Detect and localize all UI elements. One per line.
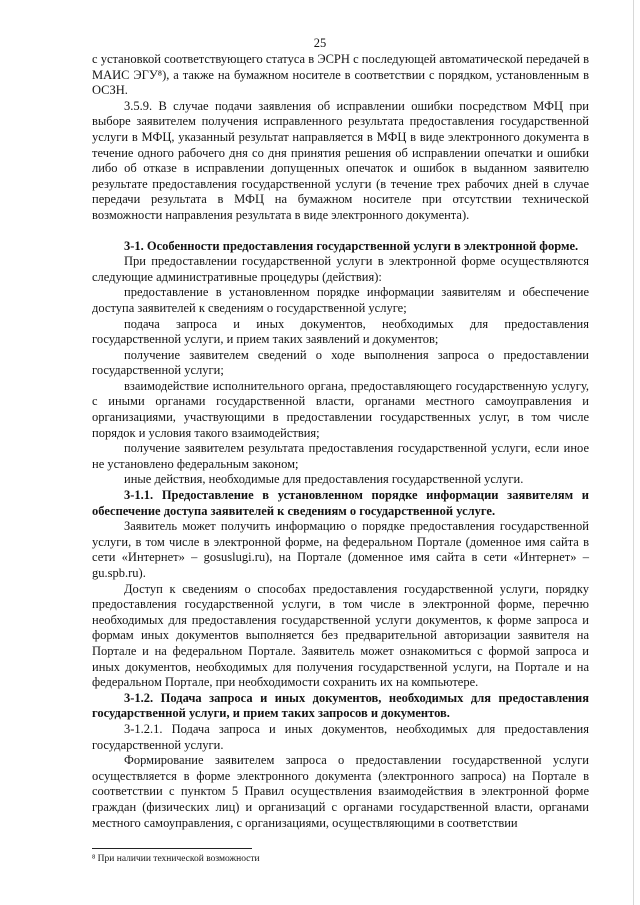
paragraph-request-forming: Формирование заявителем запроса о предоставлении государственной услуги осуществляется в форме электронного документа (электронного запроса) на Портале в соответствии с пунктом 5 Правил осуществления взаимодействия в электронной форме граждан (физических лиц) и организаций с органами государственной власти, органами местного самоуправления, с организациями, осуществляющими в соответствии <box>92 753 589 830</box>
paragraph-continuation: с установкой соответствующего статуса в ЭСРН с последующей автоматической передачей в МАИС ЭГУ⁸), а также на бумажном носителе в соответствии с порядком, установленным в ОСЗН. <box>92 52 589 98</box>
list-item-other: иные действия, необходимые для предоставления государственной услуги. <box>124 472 524 487</box>
section-heading-3-1-1: 3-1.1. Предоставление в установленном порядке информации заявителям и обеспечение доступа заявителей к сведениям о государственной услуге. <box>92 488 589 518</box>
list-item-interaction: взаимодействие исполнительного органа, предоставляющего государственную услугу, с иными органами государственной власти, органами местного самоуправления и организациями, участвующими в предоставлении государственных услуг, в том числе порядок и условия такого взаимодействия; <box>92 378 589 440</box>
paragraph-information-portal: Заявитель может получить информацию о порядке предоставления государственной услуги, в том числе в электронной форме, на федеральном Портале (доменное имя сайта в сети «Интернет» – gosuslugi.ru), на Портале (доменное имя сайта в сети «Интернет» – gu.spb.ru). <box>92 519 589 580</box>
list-item-status: получение заявителем сведений о ходе выполнения запроса о предоставлении государственной услуги; <box>92 347 589 378</box>
paragraph-3-5-9: 3.5.9. В случае подачи заявления об исправлении ошибки посредством МФЦ при выборе заявителем получения исправленного результата предоставления государственной услуги в МФЦ, указанный результат направляется в МФЦ в виде электронного документа в течение одного рабочего дня со дня принятия решения об исправлении опечатки и ошибки либо об отказе в исправлении допущенных опечаток и ошибок в выданном заявителю результате предоставления государственной услуги (в течение трех рабочих дней в случае передачи результата в МФЦ на бумажном носителе при отсутствии технической возможности направления результата в виде электронного документа). <box>92 98 589 222</box>
paragraph-procedures-intro: При предоставлении государственной услуги в электронной форме осуществляются следующие административные процедуры (действия): <box>92 254 589 284</box>
page-number: 25 <box>313 36 327 50</box>
list-item-result: получение заявителем результата предоставления государственной услуги, если иное не установлено федеральным законом; <box>92 441 589 471</box>
scan-edge <box>633 0 634 905</box>
paragraph-access: Доступ к сведениям о способах предоставления государственной услуги, порядку предоставления государственной услуги, в том числе в электронной форме, перечню необходимых для предоставления государственной услуги документов, к форме запроса и формам иных документов выполняется без предварительной авторизации заявителя на Портале и на федеральном Портале. Заявитель может ознакомиться с формой запроса и иных документов, необходимых для получения государственной услуги, на Портале и на федеральном Портале, при необходимости сохранить их на компьютере. <box>92 581 589 690</box>
body-text <box>92 52 589 831</box>
list-item-submission: подача запроса и иных документов, необходимых для предоставления государственной услуги, и прием таких заявлений и документов; <box>92 316 589 347</box>
footnote-divider <box>92 848 252 849</box>
section-heading-3-1-2: 3-1.2. Подача запроса и иных документов, необходимых для предоставления государственной услуги, и прием таких запросов и документов. <box>92 690 589 721</box>
footnote: ⁸ При наличии технической возможности <box>92 854 260 864</box>
list-item-information: предоставление в установленном порядке информации заявителям и обеспечение доступа заявителей к сведениям о государственной услуге; <box>92 285 589 315</box>
paragraph-3-1-2-1: 3-1.2.1. Подача запроса и иных документов, необходимых для предоставления государственной услуги. <box>92 721 589 752</box>
section-heading-3-1: 3-1. Особенности предоставления государственной услуги в электронной форме. <box>124 238 579 253</box>
